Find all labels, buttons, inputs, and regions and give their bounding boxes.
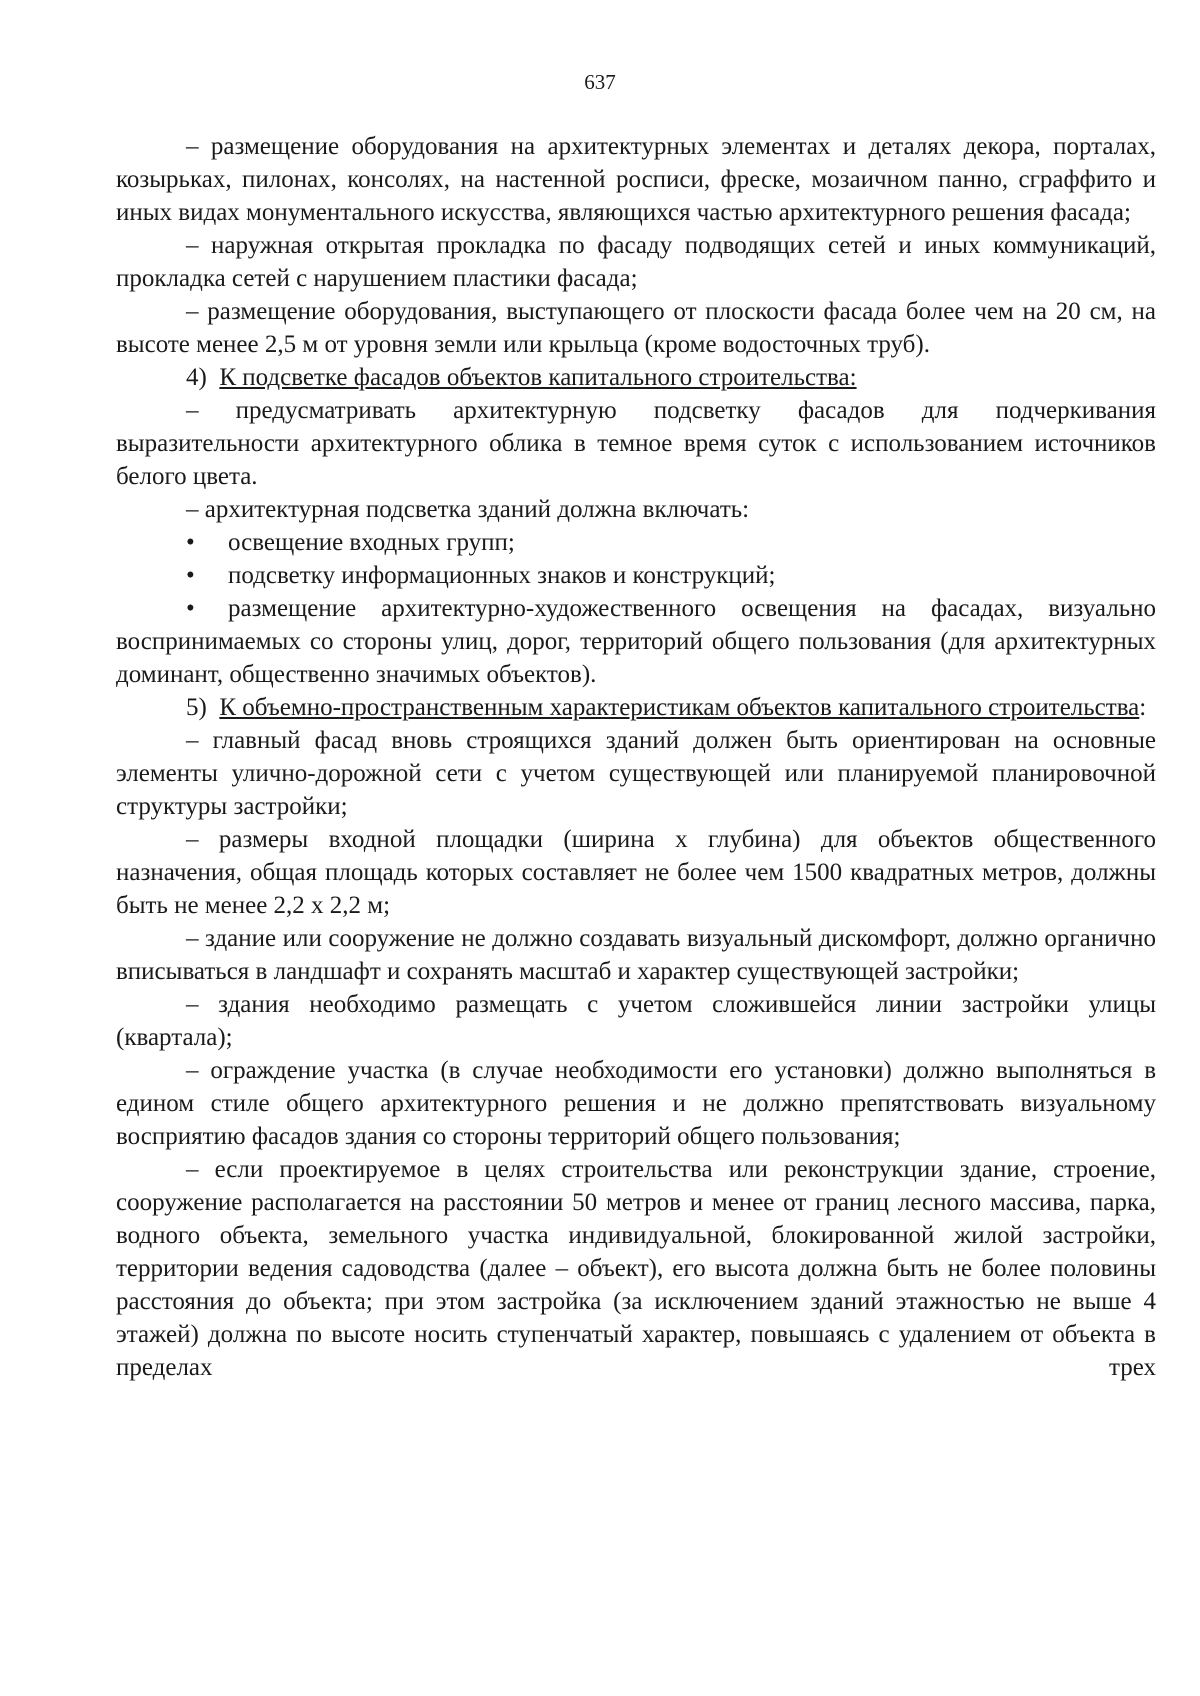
- paragraph-equipment-decor: – размещение оборудования на архитектурных элементах и деталях декора, порталах, козырьках, пилонах, консолях, на настенной росписи, фреске, мозаичном панно, сграффито и иных видах монументального искусства, являющихся частью архитектурного решения фасада;: [116, 133, 1156, 226]
- section-heading-lighting: [116, 361, 1156, 394]
- bullet-text: освещение входных групп;: [228, 529, 515, 556]
- bullet-item-facade-lighting: [116, 592, 1156, 691]
- bullet-icon: •: [186, 562, 195, 589]
- document-body: [116, 130, 1156, 1384]
- bullet-item-entrance-lighting: [116, 526, 1156, 559]
- section-title-volume: К объемно-пространственным характеристикам объектов капитального строительства: [219, 694, 1140, 721]
- section-title-lighting: К подсветке фасадов объектов капитального строительства:: [219, 364, 857, 391]
- section-number-4: 4): [186, 364, 207, 391]
- section-title-colon: :: [1139, 694, 1147, 721]
- paragraph-visual-comfort: – здание или сооружение не должно создавать визуальный дискомфорт, должно органично вписываться в ландшафт и сохранять масштаб и характер существующей застройки;: [116, 925, 1156, 985]
- page-number: 637: [584, 70, 616, 94]
- bullet-icon: •: [186, 595, 195, 622]
- section-number-5: 5): [186, 694, 207, 721]
- bullet-text: размещение архитектурно-художественного освещения на фасадах, визуально воспринимаемых со стороны улиц, дорог, территорий общего пользования (для архитектурных доминант, общественно значимых объектов).: [116, 595, 1156, 688]
- paragraph-lighting-includes: – архитектурная подсветка зданий должна включать:: [186, 496, 750, 523]
- bullet-item-sign-lighting: [116, 559, 1156, 592]
- paragraph-external-networks: – наружная открытая прокладка по фасаду подводящих сетей и иных коммуникаций, прокладка сетей с нарушением пластики фасада;: [116, 232, 1156, 292]
- section-heading-volume: [116, 691, 1156, 724]
- paragraph-fencing: – ограждение участка (в случае необходимости его установки) должно выполняться в едином стиле общего архитектурного решения и не должно препятствовать визуальному восприятию фасадов здания со стороны территорий общего пользования;: [116, 1057, 1156, 1150]
- paragraph-protruding-equipment: – размещение оборудования, выступающего от плоскости фасада более чем на 20 см, на высоте менее 2,5 м от уровня земли или крыльца (кроме водосточных труб).: [116, 298, 1156, 358]
- paragraph-architectural-lighting: – предусматривать архитектурную подсветку фасадов для подчеркивания выразительности архитектурного облика в темное время суток с использованием источников белого цвета.: [116, 397, 1156, 490]
- bullet-icon: •: [186, 529, 195, 556]
- paragraph-entrance-area: – размеры входной площадки (ширина х глубина) для объектов общественного назначения, общая площадь которых составляет не более чем 1500 квадратных метров, должны быть не менее 2,2 х 2,2 м;: [116, 826, 1156, 919]
- paragraph-main-facade: – главный фасад вновь строящихся зданий должен быть ориентирован на основные элементы улично-дорожной сети с учетом существующей или планируемой планировочной структуры застройки;: [116, 727, 1156, 820]
- paragraph-building-line: – здания необходимо размещать с учетом сложившейся линии застройки улицы (квартала);: [116, 991, 1156, 1051]
- bullet-text: подсветку информационных знаков и конструкций;: [228, 562, 776, 589]
- paragraph-building-height: – если проектируемое в целях строительства или реконструкции здание, строение, сооружение располагается на расстоянии 50 метров и менее от границ лесного массива, парка, водного объекта, земельного участка индивидуальной, блокированной жилой застройки, территории ведения садоводства (далее – объект), его высота должна быть не более половины расстояния до объекта; при этом застройка (за исключением зданий этажностью не выше 4 этажей) должна по высоте носить ступенчатый характер, повышаясь с удалением от объекта в пределах трех: [116, 1156, 1156, 1381]
